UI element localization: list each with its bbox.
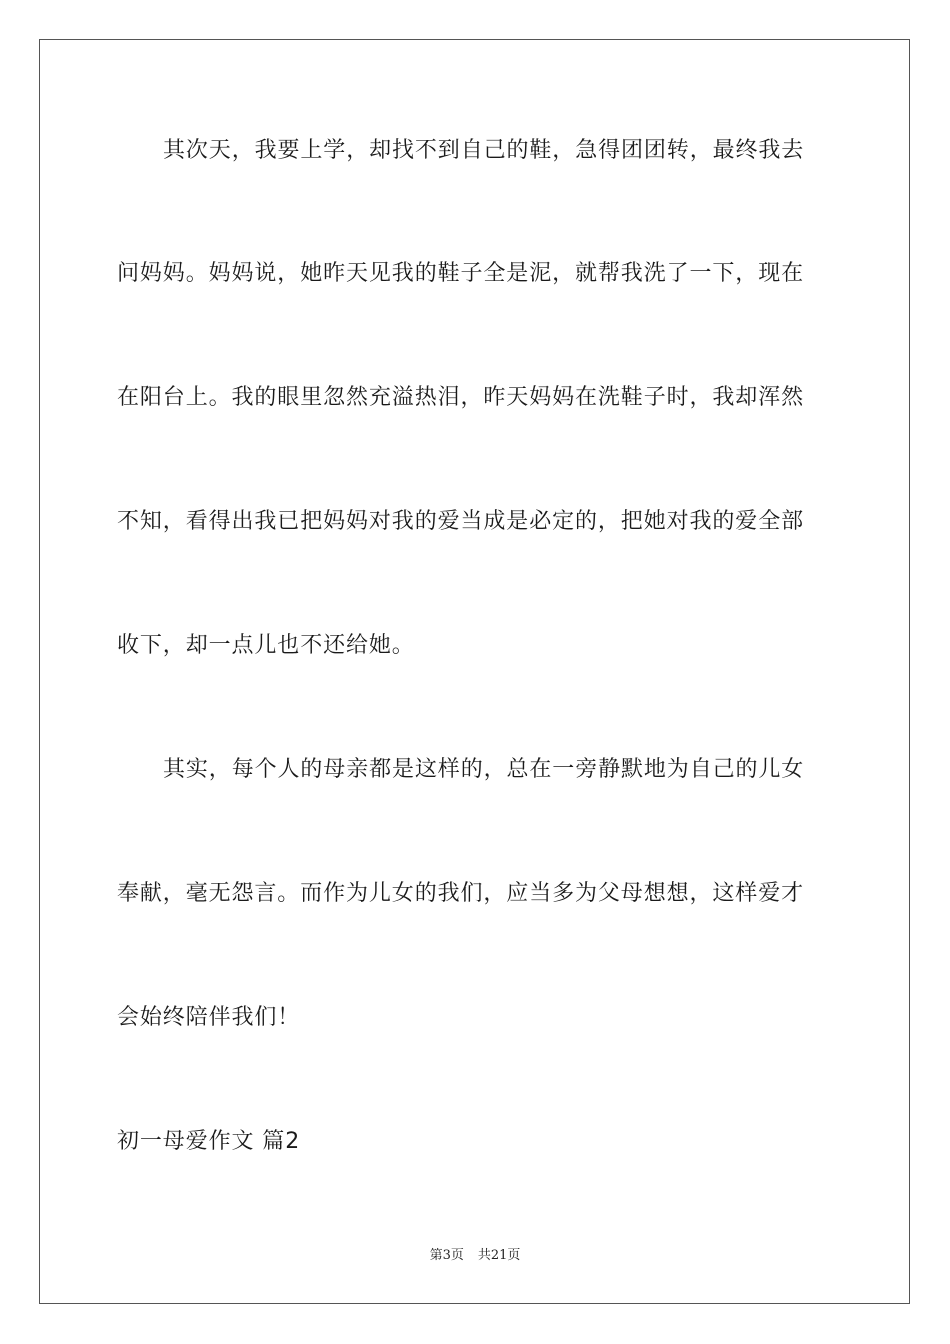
page-frame [39, 39, 910, 1304]
current-page-label: 第3页 [429, 1248, 464, 1263]
paragraph-line: 问妈妈。妈妈说，她昨天见我的鞋子全是泥，就帮我洗了一下，现在 [117, 261, 805, 286]
paragraph-line: 其次天，我要上学，却找不到自己的鞋，急得团团转，最终我去 [163, 138, 805, 163]
paragraph-line: 会始终陪伴我们！ [117, 1005, 301, 1030]
paragraph-line: 在阳台上。我的眼里忽然充溢热泪，昨天妈妈在洗鞋子时，我却浑然 [117, 385, 805, 410]
page-footer [0, 1247, 950, 1265]
paragraph-line: 奉献，毫无怨言。而作为儿女的我们，应当多为父母想想，这样爱才 [117, 881, 805, 906]
paragraph-line: 不知，看得出我已把妈妈对我的爱当成是必定的，把她对我的爱全部 [117, 509, 805, 534]
paragraph-line: 其实，每个人的母亲都是这样的，总在一旁静默地为自己的儿女 [163, 757, 805, 782]
paragraph-line: 收下，却一点儿也不还给她。 [117, 633, 415, 658]
total-pages-label: 共21页 [477, 1248, 521, 1263]
section-heading: 初一母爱作文 篇2 [117, 1129, 301, 1154]
